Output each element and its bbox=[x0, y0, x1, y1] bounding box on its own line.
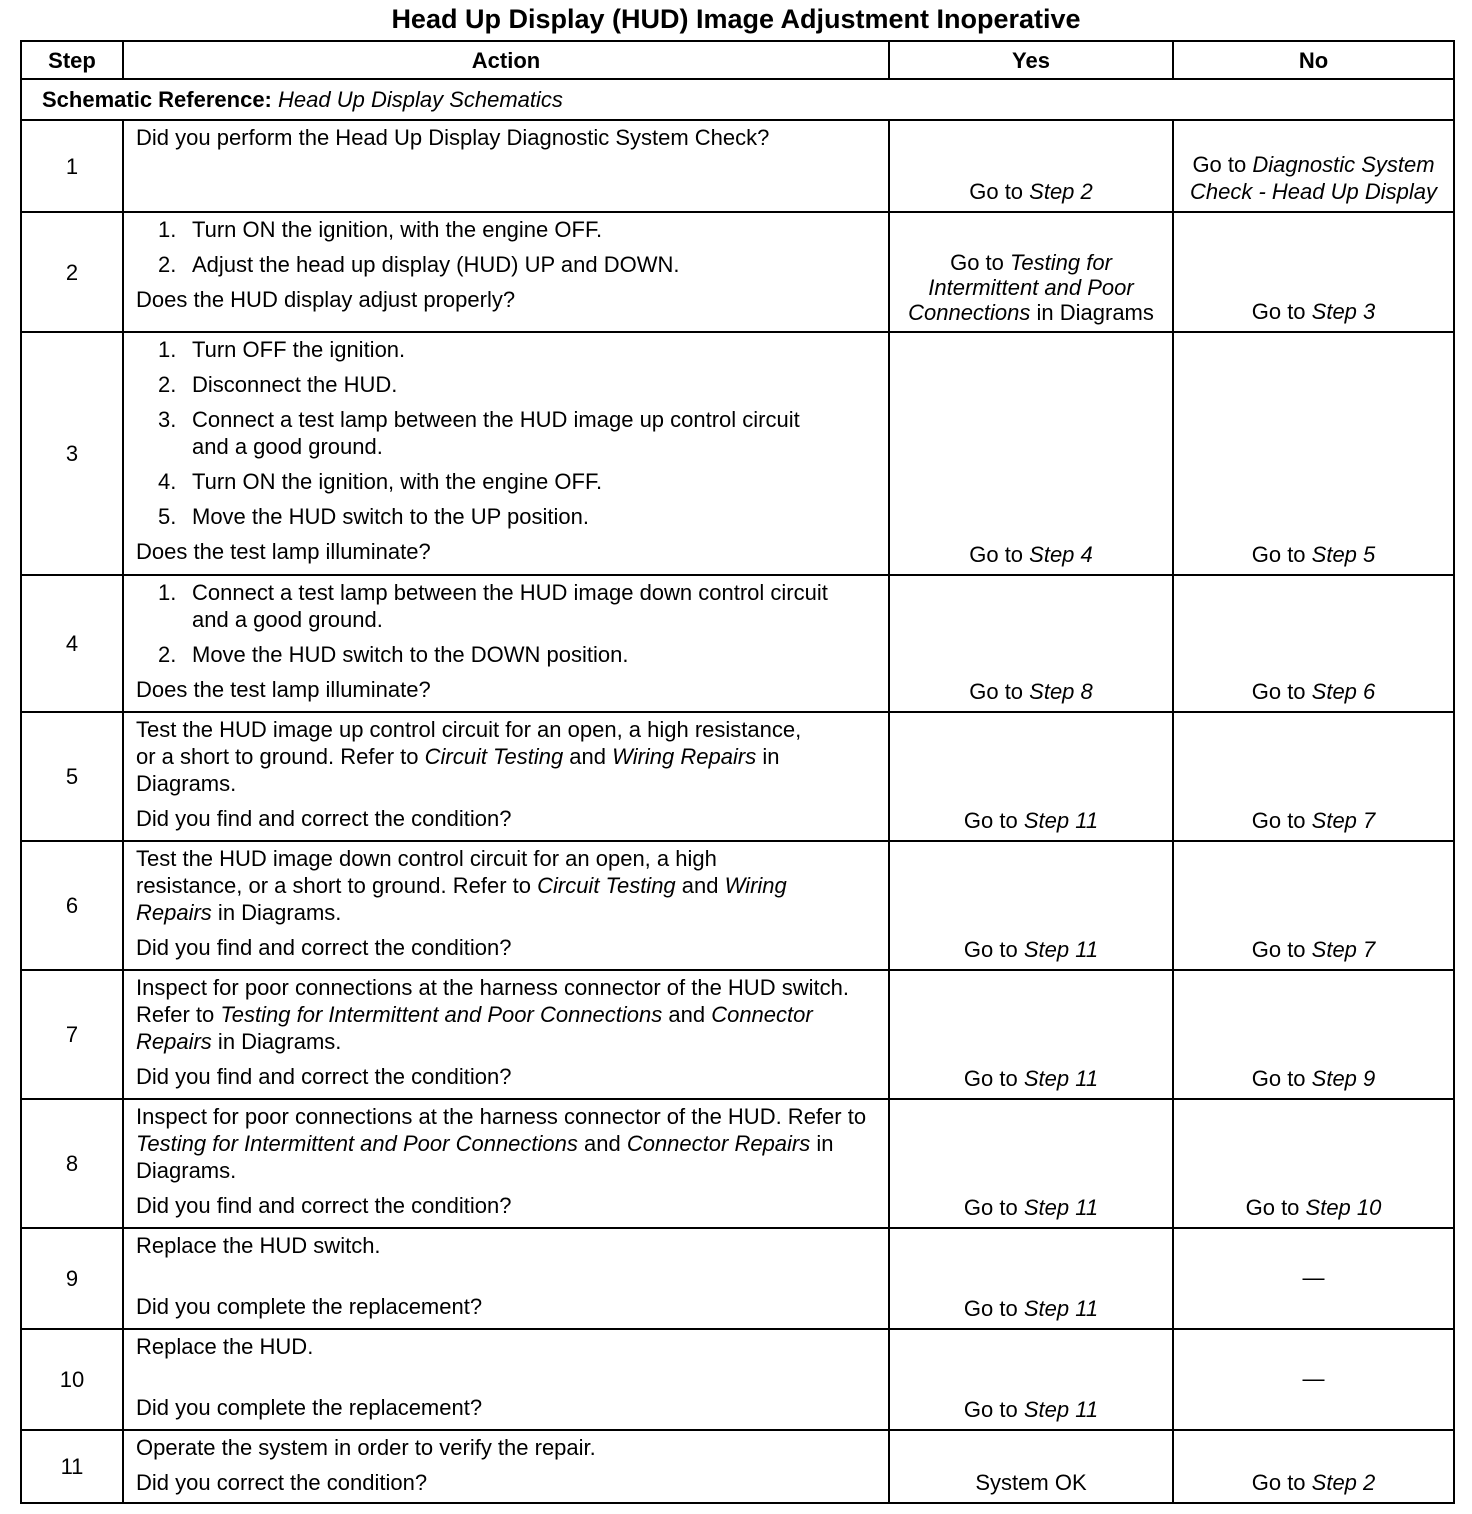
schematic-reference: Head Up Display Schematics bbox=[278, 87, 563, 112]
table-row bbox=[21, 575, 1454, 712]
step-number: 4 bbox=[21, 575, 123, 712]
no-cell bbox=[1173, 332, 1454, 575]
step-number: 7 bbox=[21, 970, 123, 1099]
schematic-label: Schematic Reference: bbox=[42, 87, 272, 112]
action-text: Operate the system in order to verify the repair. bbox=[136, 1435, 596, 1460]
action-cell bbox=[123, 575, 889, 712]
yes-text: System OK bbox=[975, 1470, 1087, 1495]
yes-reference: Step 4 bbox=[1029, 542, 1093, 567]
action-item: 2. Disconnect the HUD. bbox=[158, 372, 398, 397]
action-item: 1. Connect a test lamp between the HUD image down control circuit and a good ground. bbox=[158, 580, 828, 632]
action-text: Replace the HUD switch. bbox=[136, 1233, 381, 1258]
yes-reference: Step 11 bbox=[1023, 808, 1099, 833]
yes-reference: Step 11 bbox=[1023, 1195, 1099, 1220]
action-item: 1. Turn OFF the ignition. bbox=[158, 337, 406, 362]
action-cell bbox=[123, 1329, 889, 1430]
action-item: 1. Turn ON the ignition, with the engine OFF. bbox=[158, 217, 603, 242]
table-row bbox=[21, 1228, 1454, 1329]
yes-text: Go to bbox=[963, 808, 1024, 833]
page-title: Head Up Display (HUD) Image Adjustment Inoperative bbox=[391, 4, 1081, 34]
yes-cell bbox=[889, 332, 1173, 575]
action-question: Did you find and correct the condition? bbox=[136, 1064, 512, 1089]
action-cell bbox=[123, 212, 889, 332]
table-row bbox=[21, 712, 1454, 841]
action-question: Did you complete the replacement? bbox=[136, 1294, 483, 1319]
action-cell bbox=[123, 1430, 889, 1503]
yes-text: Go to bbox=[969, 679, 1030, 704]
no-text: Go to bbox=[1251, 299, 1312, 324]
table-row bbox=[21, 120, 1454, 212]
no-dash: — bbox=[1302, 1264, 1325, 1290]
no-text: Go to bbox=[1251, 542, 1312, 567]
header-no: No bbox=[1173, 41, 1454, 79]
step-number: 8 bbox=[21, 1099, 123, 1228]
yes-text: Go to bbox=[963, 1397, 1024, 1422]
table-row bbox=[21, 212, 1454, 332]
no-text: Go to bbox=[1251, 1470, 1312, 1495]
action-question: Did you find and correct the condition? bbox=[136, 935, 512, 960]
action-question: Does the test lamp illuminate? bbox=[136, 677, 431, 702]
yes-suffix: in Diagrams bbox=[1030, 300, 1154, 325]
no-cell bbox=[1173, 712, 1454, 841]
no-cell bbox=[1173, 841, 1454, 970]
yes-reference: Step 8 bbox=[1029, 679, 1093, 704]
no-cell bbox=[1173, 970, 1454, 1099]
no-text: Go to bbox=[1251, 1066, 1312, 1091]
step-number: 10 bbox=[21, 1329, 123, 1430]
no-reference: Step 7 bbox=[1311, 937, 1376, 962]
action-text: Test the HUD image down control circuit for an open, a high resistance, or a short to ground. Refer to Circuit Testing and Wiring Repairs in Diagrams. bbox=[136, 846, 787, 925]
yes-text: Go to bbox=[963, 937, 1024, 962]
yes-text: Go to bbox=[963, 1195, 1024, 1220]
yes-cell bbox=[889, 212, 1173, 332]
no-reference: Step 5 bbox=[1311, 542, 1376, 567]
no-cell bbox=[1173, 212, 1454, 332]
table-row bbox=[21, 841, 1454, 970]
no-reference: Step 6 bbox=[1311, 679, 1376, 704]
yes-reference: Step 2 bbox=[1029, 179, 1093, 204]
schematic-row bbox=[21, 79, 1454, 120]
step-number: 9 bbox=[21, 1228, 123, 1329]
no-text: Go to bbox=[1192, 152, 1253, 177]
action-item: 5. Move the HUD switch to the UP position. bbox=[158, 504, 589, 529]
step-number: 3 bbox=[21, 332, 123, 575]
action-cell bbox=[123, 712, 889, 841]
table-row bbox=[21, 1329, 1454, 1430]
step-number: 11 bbox=[21, 1430, 123, 1503]
no-text: Go to bbox=[1251, 937, 1312, 962]
no-cell bbox=[1173, 1099, 1454, 1228]
yes-reference: Step 11 bbox=[1023, 1397, 1099, 1422]
action-item: 2. Move the HUD switch to the DOWN position. bbox=[158, 642, 629, 667]
no-cell bbox=[1173, 575, 1454, 712]
yes-reference: Testing for Intermittent and Poor Connections bbox=[908, 250, 1134, 325]
yes-cell bbox=[889, 1228, 1173, 1329]
yes-cell bbox=[889, 970, 1173, 1099]
yes-cell bbox=[889, 1329, 1173, 1430]
no-reference: Step 10 bbox=[1305, 1195, 1382, 1220]
yes-text: Go to bbox=[963, 1066, 1024, 1091]
action-question: Does the HUD display adjust properly? bbox=[136, 287, 516, 312]
yes-cell bbox=[889, 120, 1173, 212]
action-cell bbox=[123, 1099, 889, 1228]
no-cell bbox=[1173, 1430, 1454, 1503]
action-question: Did you find and correct the condition? bbox=[136, 1193, 512, 1218]
no-reference: Step 3 bbox=[1311, 299, 1376, 324]
no-reference: Step 7 bbox=[1311, 808, 1376, 833]
no-text: Go to bbox=[1251, 679, 1312, 704]
no-reference: Step 2 bbox=[1311, 1470, 1376, 1495]
table-row bbox=[21, 970, 1454, 1099]
yes-cell bbox=[889, 841, 1173, 970]
yes-cell bbox=[889, 712, 1173, 841]
no-cell bbox=[1173, 1228, 1454, 1329]
step-number: 5 bbox=[21, 712, 123, 841]
action-cell bbox=[123, 332, 889, 575]
yes-text: Go to bbox=[969, 542, 1030, 567]
yes-reference: Step 11 bbox=[1023, 937, 1099, 962]
diagnostic-table bbox=[20, 40, 1455, 1504]
yes-cell bbox=[889, 575, 1173, 712]
action-text: Inspect for poor connections at the harness connector of the HUD switch. Refer to Testing for Intermittent and Poor Connections and Connector Repairs in Diagrams. bbox=[136, 975, 849, 1054]
action-question: Did you find and correct the condition? bbox=[136, 806, 512, 831]
yes-text: Go to bbox=[963, 1296, 1024, 1321]
action-cell bbox=[123, 841, 889, 970]
yes-cell bbox=[889, 1099, 1173, 1228]
action-item: 2. Adjust the head up display (HUD) UP and DOWN. bbox=[158, 252, 680, 277]
action-question: Does the test lamp illuminate? bbox=[136, 539, 431, 564]
yes-text: Go to bbox=[950, 250, 1010, 275]
action-question: Did you perform the Head Up Display Diagnostic System Check? bbox=[136, 125, 770, 150]
no-cell bbox=[1173, 1329, 1454, 1430]
action-text: Inspect for poor connections at the harness connector of the HUD. Refer to Testing for Intermittent and Poor Connections and Connector Repairs in Diagrams. bbox=[136, 1104, 867, 1183]
action-item: 4. Turn ON the ignition, with the engine OFF. bbox=[158, 469, 603, 494]
no-cell bbox=[1173, 120, 1454, 212]
step-number: 6 bbox=[21, 841, 123, 970]
action-cell bbox=[123, 120, 889, 212]
header-row bbox=[21, 41, 1454, 79]
no-reference: Step 9 bbox=[1311, 1066, 1376, 1091]
no-text: Go to bbox=[1245, 1195, 1306, 1220]
action-cell bbox=[123, 970, 889, 1099]
action-text: Test the HUD image up control circuit for an open, a high resistance, or a short to ground. Refer to Circuit Testing and Wiring Repairs in Diagrams. bbox=[136, 717, 802, 796]
no-reference: Diagnostic System Check - Head Up Display bbox=[1190, 152, 1437, 204]
no-dash: — bbox=[1302, 1365, 1325, 1391]
yes-reference: Step 11 bbox=[1023, 1066, 1099, 1091]
action-item: 3. Connect a test lamp between the HUD image up control circuit and a good ground. bbox=[158, 407, 800, 459]
table-row bbox=[21, 1099, 1454, 1228]
header-action: Action bbox=[123, 41, 889, 79]
header-step: Step bbox=[21, 41, 123, 79]
no-text: Go to bbox=[1251, 808, 1312, 833]
yes-text: Go to bbox=[969, 179, 1030, 204]
step-number: 1 bbox=[21, 120, 123, 212]
step-number: 2 bbox=[21, 212, 123, 332]
action-question: Did you complete the replacement? bbox=[136, 1395, 483, 1420]
header-yes: Yes bbox=[889, 41, 1173, 79]
action-question: Did you correct the condition? bbox=[136, 1470, 428, 1495]
yes-reference: Step 11 bbox=[1023, 1296, 1099, 1321]
table-row bbox=[21, 332, 1454, 575]
yes-cell bbox=[889, 1430, 1173, 1503]
table-row bbox=[21, 1430, 1454, 1503]
action-cell bbox=[123, 1228, 889, 1329]
action-text: Replace the HUD. bbox=[136, 1334, 314, 1359]
